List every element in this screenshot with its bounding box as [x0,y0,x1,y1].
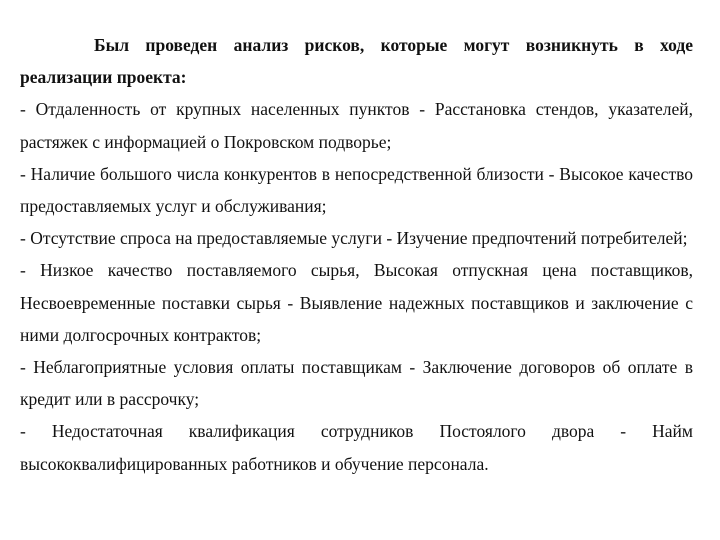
risk-item-payment-terms: - Неблагоприятные условия оплаты поставщикам - Заключение договоров об оплате в кредит или в рассрочку; [20,357,693,410]
document-heading: Был проведен анализ рисков, которые могут возникнуть в ходе реализации проекта: [20,35,693,88]
risk-item-staff-qualification: - Недостаточная квалификация сотрудников Постоялого двора - Найм высококвалифицированных работников и обучение персонала. [20,421,693,474]
risk-item-demand: - Отсутствие спроса на предоставляемые услуги - Изучение предпочтений потребителей; [20,228,688,249]
risk-item-competitors: - Наличие большого числа конкурентов в непосредственной близости - Высокое качество предоставляемых услуг и обслуживания; [20,163,693,217]
risk-analysis-text [20,29,693,480]
risk-item-suppliers: - Низкое качество поставляемого сырья, Высокая отпускная цена поставщиков, Несвоевременные поставки сырья - Выявление надежных поставщиков и заключение с ними долгосрочных контрактов; [20,260,693,345]
risk-item-remoteness: - Отдаленность от крупных населенных пунктов - Расстановка стендов, указателей, растяжек с информацией о Покровском подворье; [20,99,693,152]
